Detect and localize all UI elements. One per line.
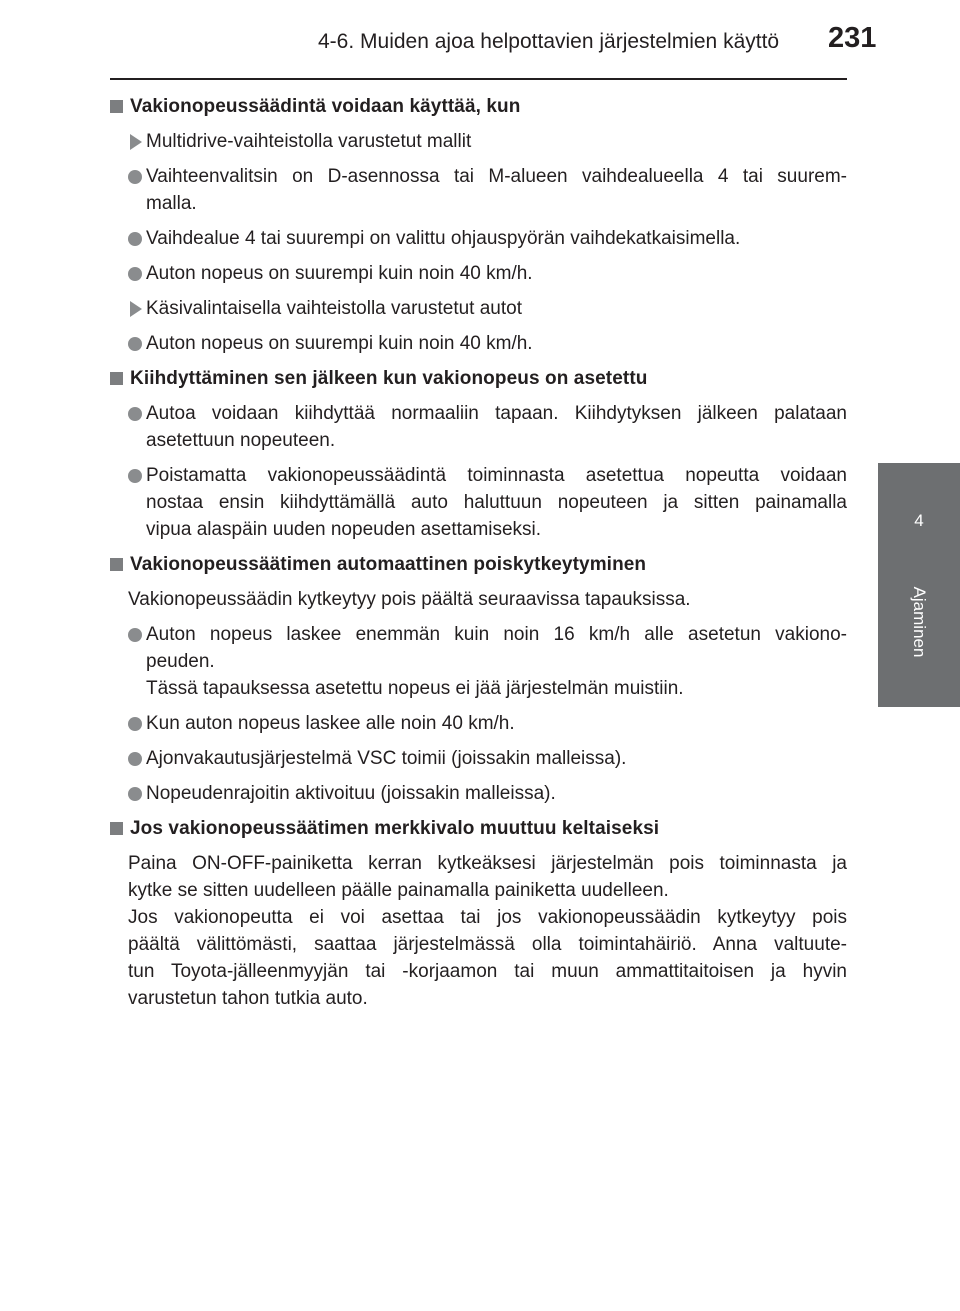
square-bullet-icon: [110, 100, 123, 113]
section-heading: [110, 815, 847, 842]
section-heading: [110, 93, 847, 120]
list-item-text: Ajonvakautusjärjestelmä VSC toimii (joissakin malleissa).: [146, 748, 627, 769]
list-item: [110, 710, 847, 737]
list-item: [110, 462, 847, 543]
circle-bullet-icon: [128, 628, 142, 642]
list-item-text: Nopeudenrajoitin aktivoituu (joissakin malleissa).: [146, 783, 556, 804]
section-heading-text: Vakionopeussäätimen automaattinen poiskytkeytyminen: [130, 554, 647, 575]
list-item: [110, 780, 847, 807]
list-item: [110, 745, 847, 772]
list-item-text: malla.: [146, 193, 197, 214]
page-body: [110, 93, 847, 1020]
chapter-side-tab: [878, 463, 960, 707]
list-item: [110, 128, 847, 155]
section-heading: [110, 551, 847, 578]
section-paragraph: [110, 850, 847, 1012]
list-item-text: Vaihdealue 4 tai suurempi on valittu ohjauspyörän vaihdekatkaisimella.: [146, 228, 741, 249]
list-item-text: Autoa voidaan kiihdyttää normaaliin tapaan. Kiihdytyksen jälkeen palataan: [146, 403, 847, 424]
section-heading-text: Jos vakionopeussäätimen merkkivalo muuttuu keltaiseksi: [130, 818, 660, 839]
square-bullet-icon: [110, 822, 123, 835]
paragraph-line: kytke se sitten uudelleen päälle painamalla painiketta uudelleen.: [128, 880, 669, 901]
list-item-text: asetettuun nopeuteen.: [146, 430, 336, 451]
paragraph-line: Paina ON-OFF-painiketta kerran kytkeäksesi järjestelmän pois toiminnasta ja: [128, 853, 847, 874]
list-item-text: vipua alaspäin uuden nopeuden asettamiseksi.: [146, 519, 542, 540]
paragraph-line: päältä välittömästi, saattaa järjestelmässä olla toimintahäiriö. Anna valtuute-: [128, 934, 847, 955]
circle-bullet-icon: [128, 469, 142, 483]
circle-bullet-icon: [128, 787, 142, 801]
header-divider: [110, 78, 847, 80]
list-item-text: peuden.: [146, 651, 215, 672]
list-item-text: nostaa ensin kiihdyttämällä auto haluttuun nopeuteen ja sitten painamalla: [146, 492, 847, 513]
list-item: [110, 400, 847, 454]
square-bullet-icon: [110, 558, 123, 571]
circle-bullet-icon: [128, 232, 142, 246]
section-heading: [110, 365, 847, 392]
list-item-text: Auton nopeus laskee enemmän kuin noin 16 km/h alle asetetun vakiono-: [146, 624, 847, 645]
section-heading-text: Kiihdyttäminen sen jälkeen kun vakionopeus on asetettu: [130, 368, 648, 389]
list-item-text: Tässä tapauksessa asetettu nopeus ei jää järjestelmän muistiin.: [146, 678, 684, 699]
list-item: [110, 621, 847, 702]
side-tab-chapter-number: 4: [914, 511, 924, 530]
list-item-text: Poistamatta vakionopeussäädintä toiminnasta asetettua nopeutta voidaan: [146, 465, 847, 486]
list-item-text: Auton nopeus on suurempi kuin noin 40 km/h.: [146, 333, 533, 354]
circle-bullet-icon: [128, 337, 142, 351]
triangle-bullet-icon: [130, 134, 142, 150]
list-item: [110, 225, 847, 252]
list-item: [110, 163, 847, 217]
circle-bullet-icon: [128, 407, 142, 421]
section-intro: Vakionopeussäädin kytkeytyy pois päältä seuraavissa tapauksissa.: [128, 589, 691, 610]
list-item: [110, 295, 847, 322]
triangle-bullet-icon: [130, 301, 142, 317]
side-tab-chapter-label: Ajaminen: [910, 586, 929, 658]
circle-bullet-icon: [128, 170, 142, 184]
square-bullet-icon: [110, 372, 123, 385]
list-item: [110, 330, 847, 357]
chapter-title: 4-6. Muiden ajoa helpottavien järjestelmien käyttö: [318, 30, 780, 53]
list-item-text: Vaihteenvalitsin on D-asennossa tai M-alueen vaihdealueella 4 tai suurem-: [146, 166, 847, 187]
circle-bullet-icon: [128, 752, 142, 766]
section-heading-text: Vakionopeussäädintä voidaan käyttää, kun: [130, 96, 521, 117]
list-item-text: Käsivalintaisella vaihteistolla varustetut autot: [146, 298, 522, 319]
list-item-text: Kun auton nopeus laskee alle noin 40 km/h.: [146, 713, 515, 734]
page-number: 231: [828, 22, 877, 54]
paragraph-line: varustetun tahon tutkia auto.: [128, 988, 368, 1009]
circle-bullet-icon: [128, 717, 142, 731]
circle-bullet-icon: [128, 267, 142, 281]
list-item-text: Multidrive-vaihteistolla varustetut mallit: [146, 131, 472, 152]
list-item-text: Auton nopeus on suurempi kuin noin 40 km/h.: [146, 263, 533, 284]
paragraph-line: Jos vakionopeutta ei voi asettaa tai jos vakionopeussäädin kytkeytyy pois: [128, 907, 847, 928]
list-item: [110, 260, 847, 287]
paragraph-line: tun Toyota-jälleenmyyjän tai -korjaamon tai muun ammattitaitoisen ja hyvin: [128, 961, 847, 982]
